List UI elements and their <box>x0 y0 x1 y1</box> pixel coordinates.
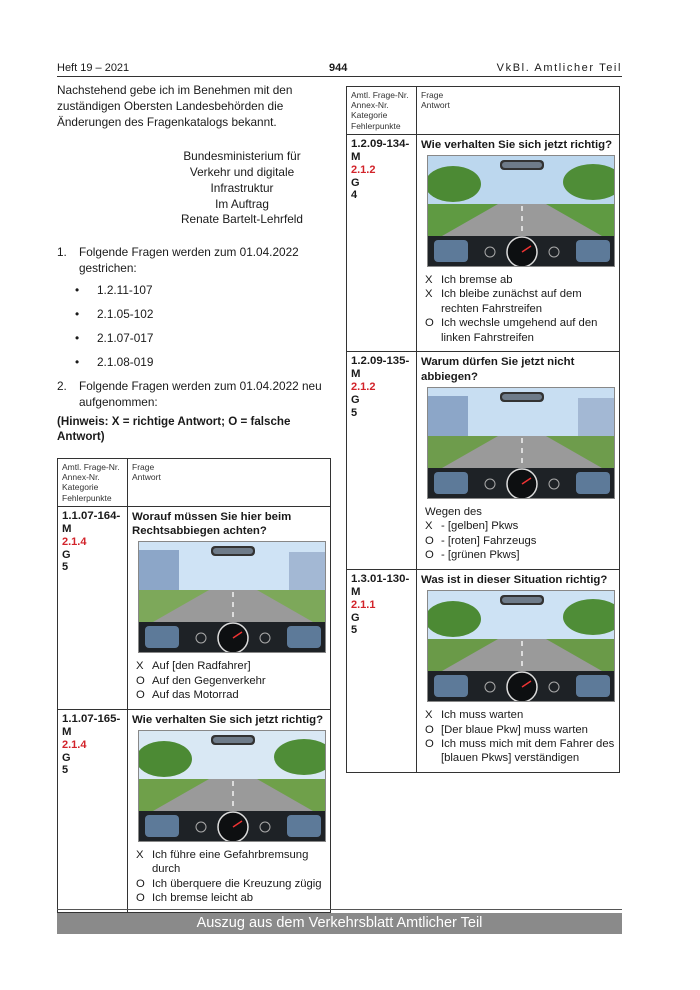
answer-text: Auf das Motorrad <box>152 689 239 702</box>
answer-mark: X <box>425 709 433 722</box>
table-header-row <box>58 459 331 507</box>
question-meta <box>347 134 417 352</box>
question-meta <box>58 506 128 709</box>
question-id: 1.1.07-165-M <box>62 712 121 738</box>
signature-block <box>157 149 327 229</box>
answer-mark: O <box>136 877 145 890</box>
signature-line: Renate Bartelt-Lehrfeld <box>181 212 303 227</box>
answer-text: Ich muss mich mit dem Fahrer des [blauen Pkws] verständigen <box>441 737 615 765</box>
numbered-list <box>57 245 332 445</box>
header-col2: Frage Antwort <box>417 87 620 135</box>
table-row <box>58 709 331 912</box>
question-meta <box>347 352 417 570</box>
answer-lead: Wegen des <box>425 505 482 518</box>
answer-mark: O <box>136 892 145 905</box>
answer-mark: O <box>136 689 145 702</box>
table-row <box>347 569 620 772</box>
answer-text: - [grünen Pkws] <box>441 549 520 562</box>
answer-option <box>136 877 326 891</box>
category: G <box>62 751 71 764</box>
list-number: 2. <box>57 378 67 393</box>
removed-list <box>75 283 332 371</box>
page-number: 944 <box>329 62 348 74</box>
question-text: Worauf müssen Sie hier beim Rechtsabbiegen achten? <box>132 510 292 538</box>
issue-label: Heft 19 – 2021 <box>57 62 130 74</box>
category: G <box>62 548 71 561</box>
header-col2: Frage Antwort <box>128 459 331 507</box>
answer-option <box>425 273 615 287</box>
question-text: Wie verhalten Sie sich jetzt richtig? <box>132 713 324 726</box>
answer-option <box>425 708 615 722</box>
question-id: 1.1.07-164-M <box>62 509 121 535</box>
signature-line: Bundesministerium für <box>183 148 301 163</box>
answer-option <box>136 688 326 702</box>
answer-option <box>425 737 615 766</box>
error-points: 5 <box>351 624 358 637</box>
scene-image <box>138 730 326 842</box>
question-id: 1.3.01-130-M <box>351 572 410 598</box>
journal-label: VkBl. Amtlicher Teil <box>496 62 622 74</box>
category: G <box>351 611 360 624</box>
footer-banner: Auszug aus dem Verkehrsblatt Amtlicher Teil <box>57 913 622 934</box>
annex-number: 2.1.1 <box>351 599 376 612</box>
answer-text: Ich führe eine Gefahrbremsung durch <box>152 848 309 876</box>
table-row <box>58 506 331 709</box>
annex-number: 2.1.2 <box>351 381 376 394</box>
footer-rule <box>57 909 622 910</box>
page-header <box>57 61 622 77</box>
answer-mark: O <box>425 737 434 750</box>
answer-text: Ich muss warten <box>441 709 524 722</box>
signature-line: Verkehr und digitale Infrastruktur <box>189 164 295 195</box>
answer-text: [Der blaue Pkw] muss warten <box>441 723 588 736</box>
answer-text: - [gelben] Pkws <box>441 520 519 533</box>
answer-option <box>136 659 326 673</box>
question-cell <box>417 352 620 570</box>
questions-table-right <box>346 86 620 773</box>
answer-mark: O <box>425 317 434 330</box>
list-item <box>57 379 332 411</box>
list-text: Folgende Fragen werden zum 01.04.2022 neu aufgenommen: <box>79 378 322 409</box>
annex-number: 2.1.2 <box>351 163 376 176</box>
scene-image <box>138 541 326 653</box>
question-meta <box>58 709 128 912</box>
answer-text: Auf [den Radfahrer] <box>152 660 251 673</box>
question-cell <box>417 569 620 772</box>
list-number: 1. <box>57 245 67 260</box>
answer-option <box>425 316 615 345</box>
answer-option <box>425 519 615 533</box>
answer-option <box>425 534 615 548</box>
answer-option <box>136 674 326 688</box>
error-points: 5 <box>62 764 69 777</box>
answer-option <box>136 891 326 905</box>
note-text: (Hinweis: X = richtige Antwort; O = falsche Antwort) <box>57 414 291 444</box>
question-id: 1.2.09-135-M <box>351 355 410 381</box>
category: G <box>351 394 360 407</box>
answer-mark: O <box>136 674 145 687</box>
error-points: 4 <box>351 189 358 202</box>
intro-text: Nachstehend gebe ich im Benehmen mit den zuständigen Obersten Landesbehörden die Änderungen des Fragenkatalogs bekannt. <box>57 83 293 129</box>
answer-text: Ich wechsle umgehend auf den linken Fahrstreifen <box>441 317 598 344</box>
answer-mark: O <box>425 534 434 547</box>
question-cell <box>128 506 331 709</box>
answer-mark: O <box>425 549 434 562</box>
answer-option <box>425 723 615 737</box>
scene-image <box>427 387 615 499</box>
error-points: 5 <box>62 561 69 574</box>
answer-text: Ich bleibe zunächst auf dem rechten Fahrstreifen <box>441 288 582 315</box>
annex-number: 2.1.4 <box>62 536 87 548</box>
answer-text: Ich bremse ab <box>441 274 513 286</box>
answer-mark: X <box>136 660 144 673</box>
scene-image <box>427 155 615 267</box>
question-cell <box>128 709 331 912</box>
left-column <box>57 83 332 913</box>
table-row <box>347 352 620 570</box>
bullet-item: • 2.1.05-102 <box>75 307 154 322</box>
answer-mark: X <box>425 520 433 533</box>
question-id: 1.2.09-134-M <box>351 137 410 163</box>
right-column <box>346 86 620 773</box>
error-points: 5 <box>351 406 358 419</box>
questions-table-left <box>57 458 331 913</box>
answer-option <box>425 548 615 562</box>
scene-image <box>427 590 615 702</box>
answer-text: Ich bremse leicht ab <box>152 892 254 905</box>
answer-mark: O <box>425 723 434 736</box>
category: G <box>351 176 360 189</box>
answer-mark: X <box>136 848 144 861</box>
question-text: Wie verhalten Sie sich jetzt richtig? <box>421 138 613 151</box>
table-header-row <box>347 87 620 135</box>
question-cell <box>417 134 620 352</box>
table-row <box>347 134 620 352</box>
answer-text: - [roten] Fahrzeugs <box>441 534 537 547</box>
bullet-item: • 2.1.08-019 <box>75 354 154 369</box>
signature-line: Im Auftrag <box>215 196 269 211</box>
list-text: Folgende Fragen werden zum 01.04.2022 gestrichen: <box>79 245 299 276</box>
question-text: Was ist in dieser Situation richtig? <box>421 573 608 586</box>
header-col1: Amtl. Frage-Nr. Annex-Nr. Kategorie Fehlerpunkte <box>347 87 417 135</box>
answer-text: Auf den Gegenverkehr <box>152 674 266 687</box>
question-text: Warum dürfen Sie jetzt nicht abbiegen? <box>421 356 575 383</box>
answer-text: Ich überquere die Kreuzung zügig <box>152 877 322 890</box>
question-meta <box>347 569 417 772</box>
header-col1: Amtl. Frage-Nr. Annex-Nr. Kategorie Fehlerpunkte <box>58 459 128 507</box>
list-item <box>57 245 332 277</box>
bullet-item: • 1.2.11-107 <box>75 283 153 298</box>
bullet-item: • 2.1.07-017 <box>75 331 154 346</box>
answer-mark: X <box>425 288 433 301</box>
annex-number: 2.1.4 <box>62 738 87 751</box>
answer-option <box>425 287 615 316</box>
answer-option <box>136 848 326 877</box>
answer-mark: X <box>425 274 433 286</box>
